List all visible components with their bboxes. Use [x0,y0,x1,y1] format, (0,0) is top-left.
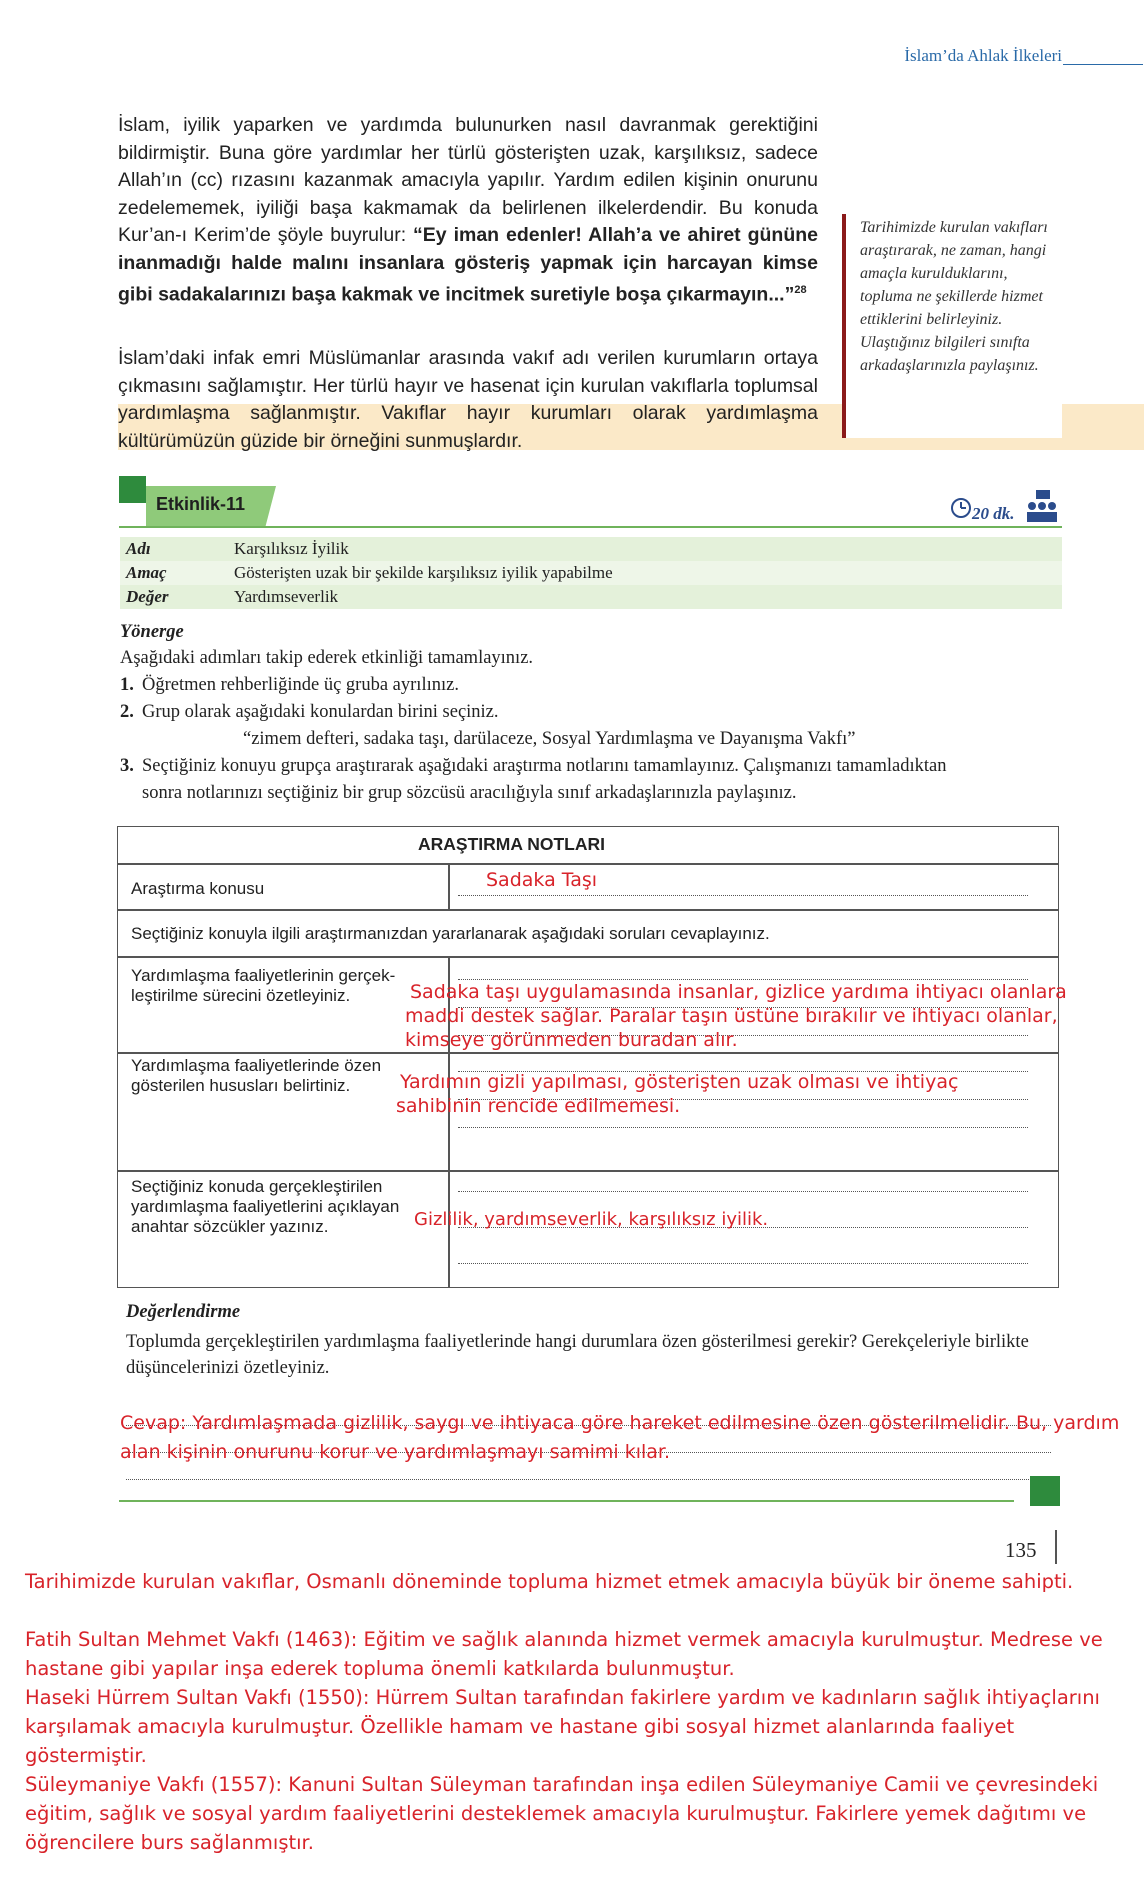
notes-title: ARAŞTIRMA NOTLARI [418,834,605,854]
question-2-line: Yardımlaşma faaliyetlerinde özen [131,1056,382,1075]
topic-answer: Sadaka Taşı [486,869,598,891]
question-1-line: Yardımlaşma faaliyetlerinin gerçek- [131,966,396,985]
info-key: Amaç [120,561,228,585]
instruction-intro: Aşağıdaki adımları takip ederek etkinliği tamamlayınız. [120,648,534,668]
header-rule [1063,64,1143,65]
quran-quote: “Ey iman edenler! Allah’a ve ahiret gününe inanmadığı halde malını insanlara gösteriş yapmak için harcayan kimse gibi sadakalarınızı başa kakmak ve incitmek suretiyle boşa çıkarmayın...” [118,224,818,306]
instruction-title: Yönerge [120,622,184,642]
answer-1-line: Sadaka taşı uygulamasında insanlar, gizlice yardıma ihtiyacı olanlara [410,981,1067,1003]
page-number-bar [1055,1530,1057,1564]
activity-square [119,476,146,503]
activity-info-table [120,537,1062,609]
evaluation-question: Toplumda gerçekleştirilen yardımlaşma faaliyetlerinde hangi durumlara özen gösterilmesi gerekir? Gerekçeleriyle birlikte düşüncelerinizi özetleyiniz. [126,1332,1029,1378]
answer-1-line: maddi destek sağlar. Paralar taşın üstüne bırakılır ve ihtiyacı olanlar, [405,1005,1058,1027]
vakif-answer-suleymaniye: Süleymaniye Vakfı (1557): Kanuni Sultan Süleyman tarafından inşa edilen Süleymaniye Camii ve çevresindeki eğitim, sağlık ve sosyal yardım faaliyetlerini desteklemek amacıyla kurulmuştur. Fakirlere yemek dağıtımı ve öğrencilere burs sağlanmıştır. [25,1773,1099,1854]
table-row [120,561,1062,585]
side-note: Tarihimizde kurulan vakıfları araştırarak, ne zaman, hangi amaçla kurulduklarını, topluma ne şekillerde hizmet ettiklerini belirleyiniz. Ulaştığınız bilgileri sınıfta arkadaşlarınızla paylaşınız. [860,219,1048,374]
question-3-line: yardımlaşma faaliyetlerini açıklayan [131,1197,400,1216]
bottom-rule [119,1500,1014,1502]
step-number: 2. [120,702,134,722]
answer-line [126,1479,1051,1480]
table-row [120,585,1062,609]
vakif-answer-fatih: Fatih Sultan Mehmet Vakfı (1463): Eğitim ve sağlık alanında hizmet vermek amacıyla kurulmuştur. Medrese ve hastane gibi yapılar inşa ederek topluma önemli katkılarda bulunmuştur. [25,1628,1103,1680]
question-1-line: leştirilme sürecini özetleyiniz. [131,986,351,1005]
info-value: Karşılıksız İyilik [228,537,1062,561]
clock-icon [950,497,972,519]
page-number: 135 [1005,1538,1037,1562]
question-2-line: gösterilen hususları belirtiniz. [131,1076,351,1095]
info-key: Değer [120,585,228,609]
step-text: Grup olarak aşağıdaki konulardan birini seçiniz. [142,702,499,722]
answer-2-line: Yardımın gizli yapılması, gösterişten uzak olması ve ihtiyaç [400,1071,959,1093]
evaluation-answer-line: Cevap: Yardımlaşmada gizlilik, saygı ve ihtiyaca göre hareket edilmesine özen gösterilmelidir. Bu, yardım [120,1412,1120,1434]
evaluation-answer-line: alan kişinin onurunu korur ve yardımlaşmayı samimi kılar. [120,1441,671,1463]
question-3 [131,1177,399,1237]
question-3-line: anahtar sözcükler yazınız. [131,1217,329,1236]
info-value: Gösterişten uzak bir şekilde karşılıksız iyilik yapabilme [228,561,1062,585]
step-text: sonra notlarınızı seçtiğiniz bir grup sözcüsü aracılığıyla sınıf arkadaşlarınızla paylaşınız. [142,783,797,803]
step-text: Öğretmen rehberliğinde üç gruba ayrılınız. [142,675,459,695]
activity-time: 20 dk. [972,504,1015,523]
step-number: 3. [120,756,134,776]
answer-line [458,895,1028,896]
bottom-square [1030,1476,1060,1506]
running-head: İslam’da Ahlak İlkeleri [904,46,1062,65]
answer-1-line: kimseye görünmeden buradan alır. [405,1029,738,1051]
step-text: Seçtiğiniz konuyu grupça araştırarak aşağıdaki araştırma notlarını tamamlayınız. Çalışmanızı tamamladıktan [142,756,947,776]
answer-3: Gizlilik, yardımseverlik, karşılıksız iyilik. [414,1209,769,1230]
info-key: Adı [120,537,228,561]
paragraph-1-text: İslam, iyilik yaparken ve yardımda bulunurken nasıl davranmak gerektiğini bildirmiştir. Buna göre yardımlar her türlü gösterişten uzak, karşılıksız, sadece Allah’ın (cc) rızasını kazanmak amacıyla yapılır. Yardım edilen kişinin onurunu zedelememek, iyiliği başa kakmamak da belirlenen ilkelerdendir. Bu konuda Kur’an-ı Kerim’de şöyle buyrulur: [118,114,818,246]
footnote-ref: 28 [794,284,807,296]
topic-list: “zimem defteri, sadaka taşı, darülaceze, Sosyal Yardımlaşma ve Dayanışma Vakfı” [243,729,856,749]
paragraph-2: İslam’daki infak emri Müslümanlar arasında vakıf adı verilen kurumların ortaya çıkmasını sağlamıştır. Her türlü hayır ve hasenat için kurulan vakıflarla toplumsal yardımlaşma sağlanmıştır. Vakıflar hayır kurumları olarak yardımlaşma kültürümüzün güzide bir örneğini sunmuşlardır. [118,347,818,452]
vakif-answer-intro: Tarihimizde kurulan vakıflar, Osmanlı döneminde topluma hizmet etmek amacıyla büyük bir öneme sahipti. [25,1570,1074,1593]
table-row [120,537,1062,561]
side-note-bar [842,214,846,438]
question-1 [131,966,395,1006]
step-number: 1. [120,675,134,695]
activity-title: Etkinlik-11 [156,494,246,514]
notes-instruction: Seçtiğiniz konuyla ilgili araştırmanızdan yararlanarak aşağıdaki soruları cevaplayınız. [131,924,770,943]
paragraph-1 [118,112,818,309]
topic-label: Araştırma konusu [131,879,265,898]
activity-rule [119,526,1062,528]
question-3-line: Seçtiğiniz konuda gerçekleştirilen [131,1177,383,1196]
research-notes-table [117,826,1067,1288]
evaluation-title: Değerlendirme [126,1302,241,1322]
group-icon [1024,488,1060,524]
question-2 [131,1056,381,1096]
vakif-answer-hurrem: Haseki Hürrem Sultan Vakfı (1550): Hürrem Sultan tarafından fakirlere yardım ve kadınların sağlık ihtiyaçlarını karşılamak amacıyla kurulmuştur. Özellikle hamam ve hastane gibi sosyal hizmet alanlarında faaliyet göstermiştir. [25,1686,1100,1767]
info-value: Yardımseverlik [228,585,1062,609]
answer-2-line: sahibinin rencide edilmemesi. [396,1095,681,1117]
